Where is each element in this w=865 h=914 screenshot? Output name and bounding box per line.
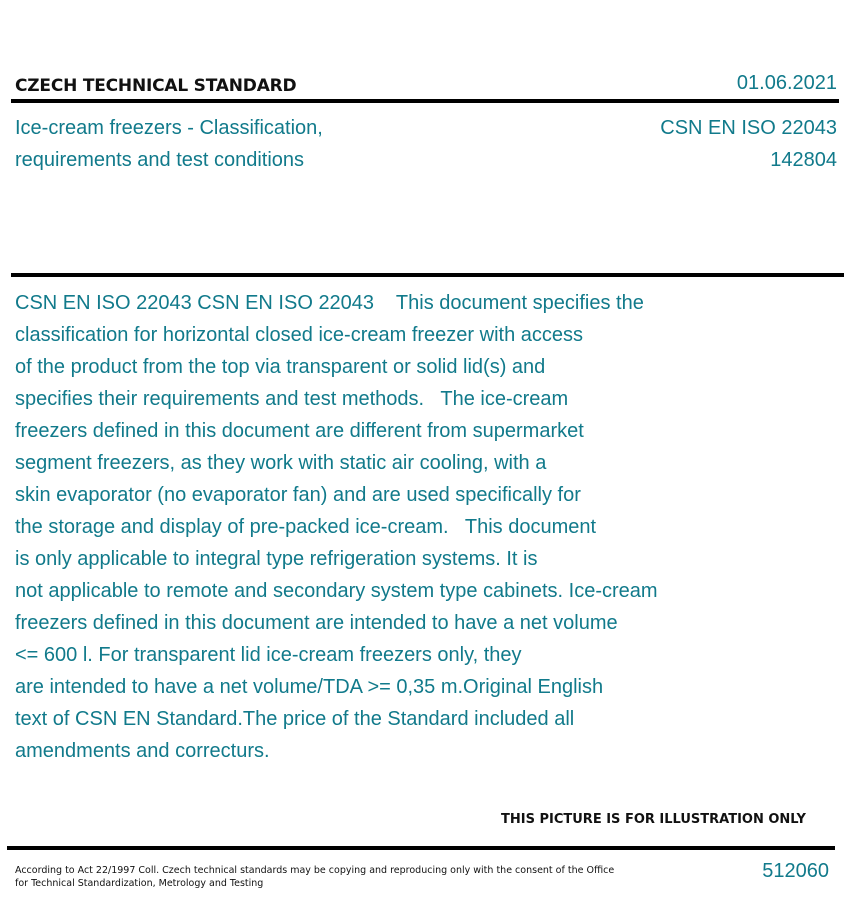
description: [15, 287, 735, 767]
description-line: text of CSN EN Standard.The price of the Standard included all: [15, 708, 575, 730]
description-line: specifies their requirements and test methods. The ice-cream: [15, 388, 569, 410]
standard-title-line-1: Ice-cream freezers - Classification,: [15, 117, 323, 139]
description-line: are intended to have a net volume/TDA >= 0,35 m.Original English: [15, 676, 604, 698]
description-line: is only applicable to integral type refrigeration systems. It is: [15, 548, 538, 570]
description-line: freezers defined in this document are different from supermarket: [15, 420, 584, 442]
publication-date: 01.06.2021: [736, 72, 837, 94]
document-category: CZECH TECHNICAL STANDARD: [15, 76, 297, 96]
description-line: segment freezers, as they work with static air cooling, with a: [15, 452, 547, 474]
header-divider: [11, 99, 839, 103]
description-line: <= 600 l. For transparent lid ice-cream freezers only, they: [15, 644, 522, 666]
class-number: 142804: [770, 149, 837, 171]
legal-notice-line: According to Act 22/1997 Coll. Czech technical standards may be copying and reproducing only with the consent of the Office: [15, 865, 615, 876]
description-line: the storage and display of pre-packed ice-cream. This document: [15, 516, 597, 538]
description-line: of the product from the top via transparent or solid lid(s) and: [15, 356, 546, 378]
description-line: skin evaporator (no evaporator fan) and are used specifically for: [15, 484, 581, 506]
illustration-note: THIS PICTURE IS FOR ILLUSTRATION ONLY: [501, 812, 806, 827]
description-line: classification for horizontal closed ice-cream freezer with access: [15, 324, 583, 346]
standard-title-line-2: requirements and test conditions: [15, 149, 305, 171]
description-line: freezers defined in this document are intended to have a net volume: [15, 612, 618, 634]
description-line: not applicable to remote and secondary system type cabinets. Ice-cream: [15, 580, 658, 602]
title-divider: [11, 273, 844, 277]
legal-notice-line: for Technical Standardization, Metrology and Testing: [15, 878, 264, 889]
footer-number: 512060: [762, 860, 829, 882]
legal-notice: [15, 864, 614, 890]
standard-code: CSN EN ISO 22043: [660, 117, 837, 139]
description-line: CSN EN ISO 22043 CSN EN ISO 22043 This document specifies the: [15, 292, 644, 314]
description-line: amendments and correcturs.: [15, 740, 270, 762]
footer-divider: [7, 846, 835, 850]
